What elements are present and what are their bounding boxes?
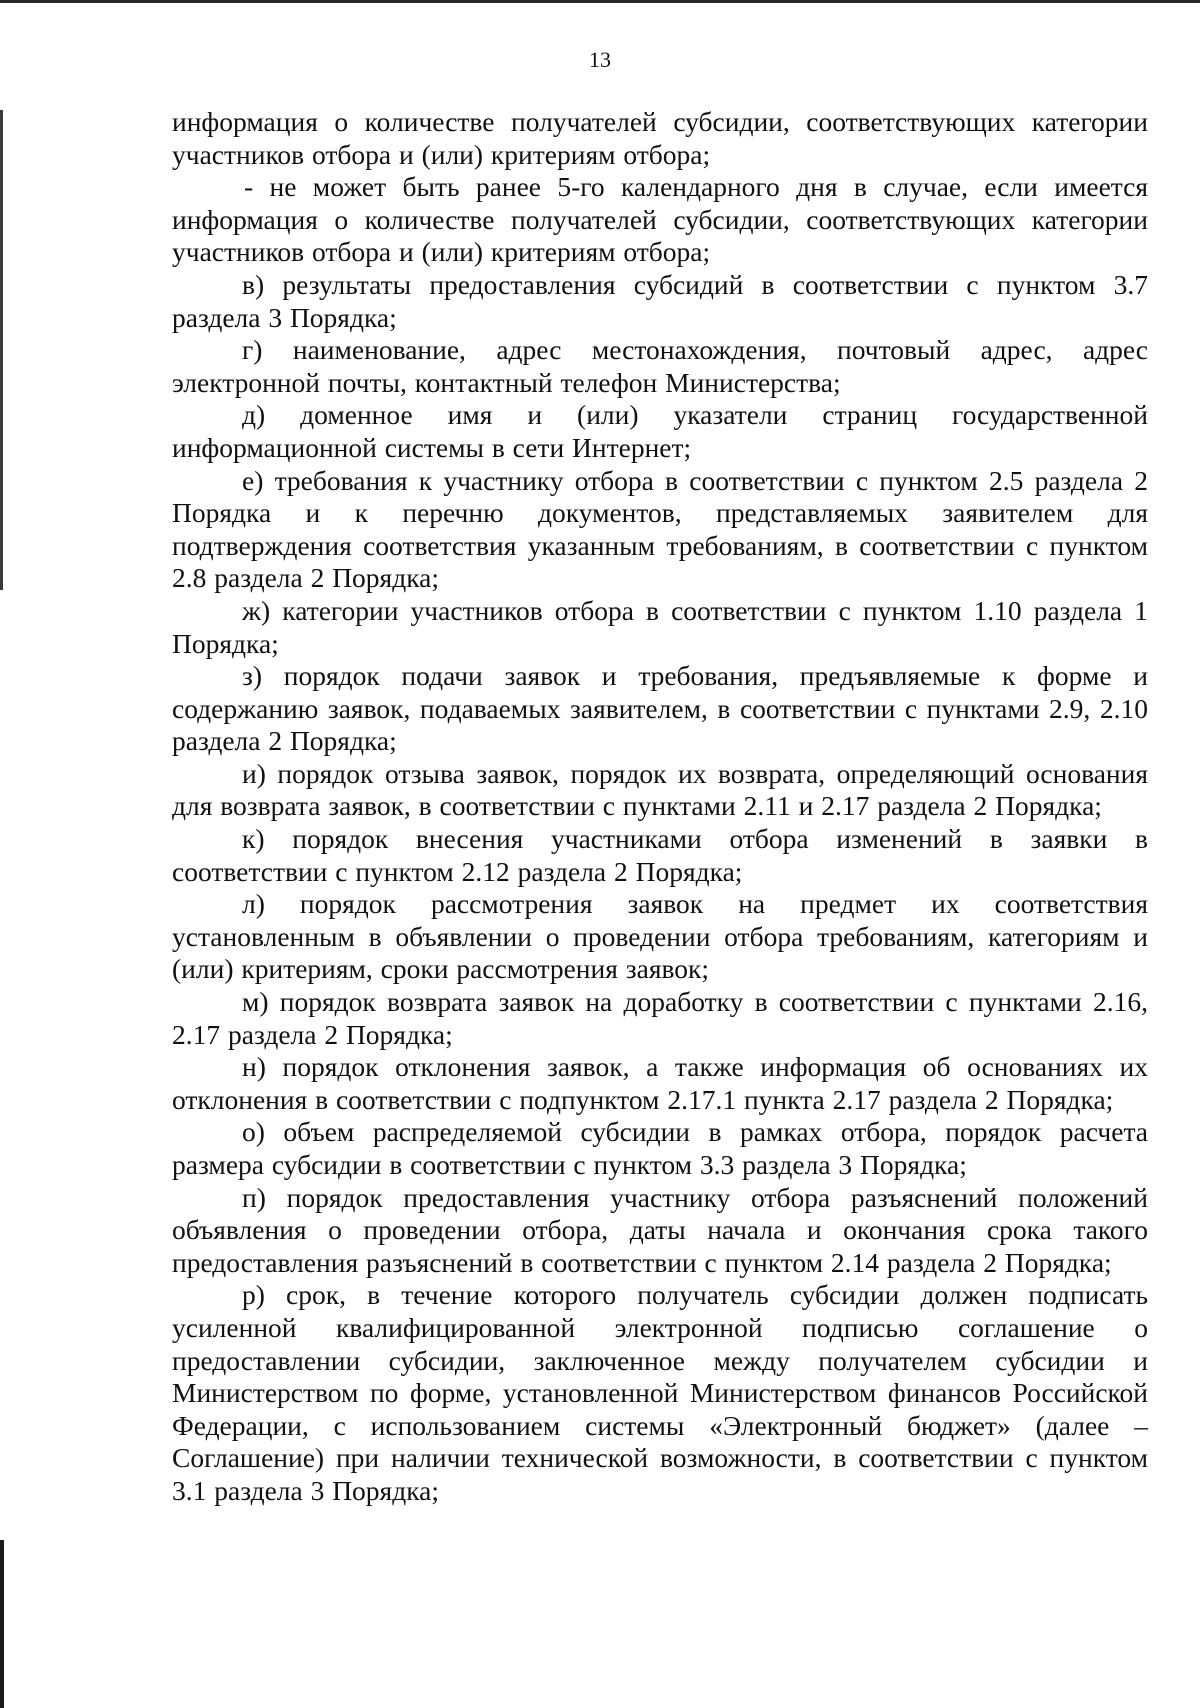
paragraph-item-m: м) порядок возврата заявок на доработку в соответствии с пунктами 2.16, 2.17 раздела 2 Порядка;: [172, 986, 1148, 1050]
paragraph-item-e: е) требования к участнику отбора в соответствии с пунктом 2.5 раздела 2 Порядка и к перечню документов, представляемых заявителем для подтверждения соответствия указанным требованиям, в соответствии с пунктом 2.8 раздела 2 Порядка;: [172, 464, 1148, 594]
paragraph-item-z: з) порядок подачи заявок и требования, предъявляемые к форме и содержанию заявок, подаваемых заявителем, в соответствии с пунктами 2.9, 2.10 раздела 2 Порядка;: [172, 660, 1148, 757]
paragraph-item-o: о) объем распределяемой субсидии в рамках отбора, порядок расчета размера субсидии в соответствии с пунктом 3.3 раздела 3 Порядка;: [172, 1116, 1148, 1180]
paragraph-item-p: п) порядок предоставления участнику отбора разъяснений положений объявления о проведении отбора, даты начала и окончания срока такого предоставления разъяснений в соответствии с пунктом 2.14 раздела 2 Порядка;: [172, 1181, 1148, 1278]
paragraph-item-k: к) порядок внесения участниками отбора изменений в заявки в соответствии с пунктом 2.12 раздела 2 Порядка;: [172, 823, 1148, 887]
document-body: [172, 106, 1148, 1508]
paragraph-item-i: и) порядок отзыва заявок, порядок их возврата, определяющий основания для возврата заявок, в соответствии с пунктами 2.11 и 2.17 раздела 2 Порядка;: [172, 757, 1148, 822]
paragraph-dash-item: - не может быть ранее 5-го календарного дня в случае, если имеется информация о количестве получателей субсидии, соответствующих категории участников отбора и (или) критериям отбора;: [172, 171, 1148, 268]
paragraph-item-zh: ж) категории участников отбора в соответствии с пунктом 1.10 раздела 1 Порядка;: [172, 594, 1148, 659]
paragraph-item-d: д) доменное имя и (или) указатели страниц государственной информационной системы в сети Интернет;: [172, 399, 1148, 463]
paragraph-continuation: информация о количестве получателей субсидии, соответствующих категории участников отбора и (или) критериям отбора;: [172, 106, 1148, 170]
page-number: 13: [589, 47, 611, 72]
scan-edge-left: [0, 110, 3, 590]
paragraph-item-n: н) порядок отклонения заявок, а также информация об основаниях их отклонения в соответствии с подпунктом 2.17.1 пункта 2.17 раздела 2 Порядка;: [172, 1051, 1148, 1115]
paragraph-item-l: л) порядок рассмотрения заявок на предмет их соответствия установленным в объявлении о проведении отбора требованиям, категориям и (или) критериям, сроки рассмотрения заявок;: [172, 888, 1148, 985]
scan-edge-top: [0, 0, 1200, 3]
paragraph-item-g: г) наименование, адрес местонахождения, почтовый адрес, адрес электронной почты, контактный телефон Министерства;: [172, 334, 1148, 398]
paragraph-item-v: в) результаты предоставления субсидий в соответствии с пунктом 3.7 раздела 3 Порядка;: [172, 268, 1148, 333]
scan-edge-left-lower: [0, 1540, 4, 1708]
paragraph-item-r: р) срок, в течение которого получатель субсидии должен подписать усиленной квалифицированной электронной подписью соглашение о предоставлении субсидии, заключенное между получателем субсидии и Министерством по форме, установленной Министерством финансов Российской Федерации, с использованием системы «Электронный бюджет» (далее – Соглашение) при наличии технической возможности, в соответствии с пунктом 3.1 раздела 3 Порядка;: [172, 1279, 1148, 1506]
